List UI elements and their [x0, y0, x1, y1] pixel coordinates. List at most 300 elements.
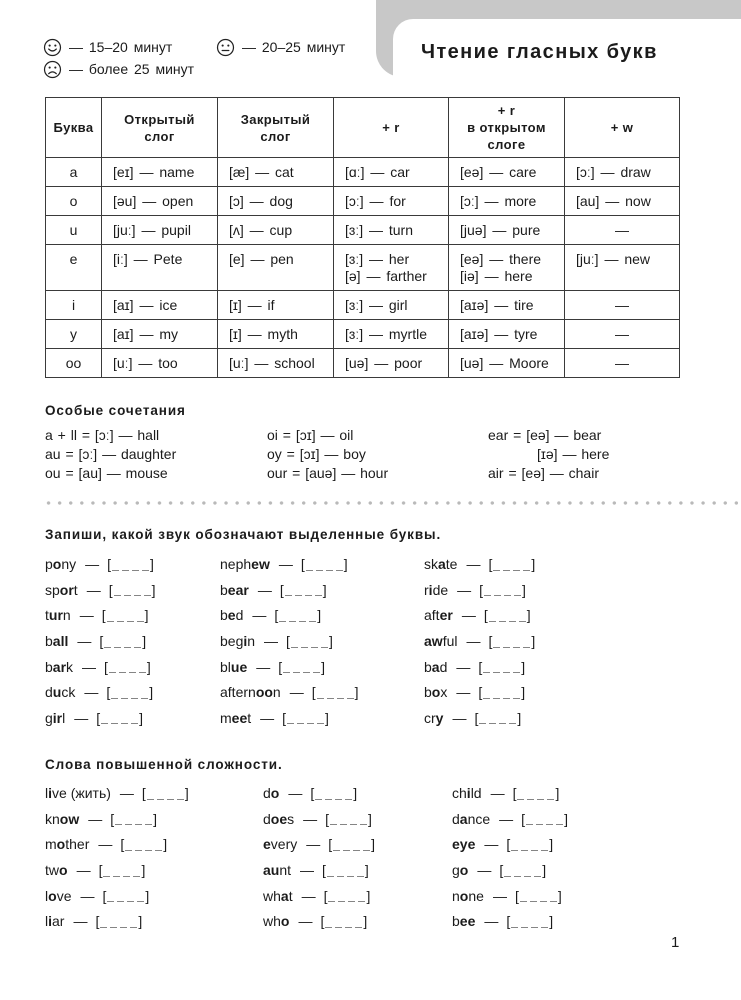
highlighted-letters: ear [227, 581, 249, 598]
bracket-open: [ [521, 810, 526, 827]
exercise-item [45, 884, 189, 910]
table-cell: [aɪə] — tyre [449, 320, 565, 349]
bracket-open: [ [483, 607, 488, 624]
exercise-column [263, 781, 375, 935]
bracket-close: ] [557, 887, 562, 904]
word-text: b [45, 632, 53, 649]
answer-blank[interactable] [96, 710, 143, 726]
answer-blank[interactable] [478, 659, 525, 675]
dash-separator: — [82, 658, 97, 675]
word-text: ch [452, 785, 467, 801]
answer-blank[interactable] [278, 659, 325, 675]
dash-separator: — [79, 607, 94, 624]
word-text: ne [468, 887, 484, 904]
table-cell: [ʌ] — cup [218, 216, 334, 245]
table-cell: [juː] — pupil [102, 216, 218, 245]
bracket-close: ] [322, 581, 327, 598]
table-row [46, 320, 680, 349]
answer-line[interactable] [483, 664, 520, 674]
bracket-open: [ [514, 887, 519, 904]
table-cell: [uə] — Moore [449, 349, 565, 378]
word-text: aft [424, 607, 440, 624]
dash-separator: — [484, 836, 499, 853]
table-cell: [ɔ] — dog [218, 187, 334, 216]
answer-line[interactable] [107, 893, 144, 903]
bracket-close: ] [555, 785, 560, 801]
exercise-item [424, 655, 535, 681]
answer-line[interactable] [285, 587, 322, 597]
highlighted-letters: eye [452, 836, 476, 853]
answer-blank[interactable] [322, 862, 369, 878]
table-row [46, 245, 680, 291]
dash-separator: — [98, 836, 113, 853]
bracket-close: ] [141, 861, 146, 878]
bracket-close: ] [142, 632, 147, 649]
exercise-item [424, 603, 535, 629]
table-cell: [ɔː] — for [334, 187, 449, 216]
table-letter-cell: i [46, 291, 102, 320]
word-text: aftern [220, 684, 256, 701]
bracket-open: [ [320, 913, 325, 930]
bracket-open: [ [512, 785, 517, 801]
dash-separator: — [86, 581, 101, 598]
exercise-item [220, 552, 359, 578]
dash-separator: — [484, 913, 499, 930]
answer-line[interactable] [333, 841, 370, 851]
table-row [46, 349, 680, 378]
exercise-item [424, 578, 535, 604]
table-row [46, 158, 680, 187]
answer-blank[interactable] [328, 836, 375, 852]
highlighted-letters: i [48, 785, 53, 801]
table-letter-cell: o [46, 187, 102, 216]
bracket-open: [ [282, 709, 287, 726]
legend-item-medium [216, 37, 345, 57]
answer-blank[interactable] [99, 862, 146, 878]
dash-separator: — [260, 709, 275, 726]
legend-text: — более 25 минут [69, 61, 195, 77]
answer-blank[interactable] [521, 811, 568, 827]
answer-blank[interactable] [312, 684, 359, 700]
word-text: b [452, 913, 460, 930]
table-cell: — [565, 320, 680, 349]
exercise-item [263, 858, 375, 884]
word-text: k [66, 658, 74, 675]
answer-blank[interactable] [310, 785, 357, 801]
bracket-close: ] [549, 836, 554, 853]
bracket-open: [ [506, 913, 511, 930]
answer-blank[interactable] [474, 710, 521, 726]
word-text: de [432, 581, 449, 598]
legend-item-slow [43, 59, 194, 79]
answer-line[interactable] [109, 664, 146, 674]
bracket-close: ] [151, 581, 156, 598]
word-text: ther [65, 836, 90, 853]
word-text: beg [220, 632, 244, 649]
word-text: b [45, 658, 53, 675]
exercise-item [45, 781, 189, 807]
table-cell: — [565, 291, 680, 320]
answer-blank[interactable] [280, 582, 327, 598]
highlighted-letters: a [438, 556, 446, 572]
word-text: n [62, 607, 71, 624]
table-row [46, 291, 680, 320]
table-cell: [aɪ] — my [102, 320, 218, 349]
table-cell: [ɔː] — more [449, 187, 565, 216]
answer-blank[interactable] [274, 607, 321, 623]
answer-line[interactable] [114, 587, 151, 597]
dash-separator: — [85, 556, 100, 572]
word-text: x [440, 684, 448, 701]
highlighted-letters: ew [251, 556, 270, 572]
table-cell: [ɜː] — myrtle [334, 320, 449, 349]
word-text: m [45, 836, 57, 853]
word-text: d [45, 684, 53, 701]
exercise-item [45, 655, 155, 681]
highlighted-letters: i [48, 913, 53, 930]
answer-blank[interactable] [484, 607, 531, 623]
word-text: l [45, 887, 49, 904]
answer-line[interactable] [291, 638, 328, 648]
exercise-item [263, 832, 375, 858]
table-cell: [aɪə] — tire [449, 291, 565, 320]
answer-line[interactable] [493, 561, 530, 571]
highlighted-letters: i [466, 785, 471, 801]
answer-line[interactable] [100, 918, 137, 928]
highlighted-letters: a [280, 887, 289, 904]
answer-blank[interactable] [488, 556, 535, 572]
table-cell: [eə] — care [449, 158, 565, 187]
word-text: n [247, 632, 256, 649]
dash-separator: — [306, 836, 321, 853]
highlighted-letters: o [459, 887, 469, 904]
page-number: 1 [671, 934, 680, 951]
answer-line[interactable] [103, 867, 140, 877]
answer-line[interactable] [125, 841, 162, 851]
answer-blank[interactable] [301, 556, 348, 572]
answer-blank[interactable] [102, 888, 149, 904]
answer-blank[interactable] [515, 888, 562, 904]
answer-line[interactable] [479, 715, 516, 725]
answer-blank[interactable] [142, 785, 189, 801]
highlighted-letters: ur [48, 607, 63, 624]
answer-blank[interactable] [479, 582, 526, 598]
answer-line[interactable] [327, 867, 364, 877]
word-text: t [247, 709, 252, 726]
word-text: wh [263, 913, 281, 930]
dash-separator: — [298, 913, 313, 930]
word-text: d [263, 785, 271, 801]
answer-line[interactable] [104, 638, 141, 648]
answer-blank[interactable] [107, 556, 154, 572]
answer-line[interactable] [483, 689, 520, 699]
highlighted-letters: ar [52, 658, 67, 675]
word-text: nce [467, 810, 491, 827]
combo-line: ou = [au] — mouse [45, 465, 168, 481]
combo-line: oy = [ɔɪ] — boy [267, 446, 366, 462]
dash-separator: — [289, 684, 304, 701]
bracket-close: ] [321, 658, 326, 675]
table-row [46, 216, 680, 245]
answer-line[interactable] [111, 689, 148, 699]
bracket-close: ] [531, 556, 536, 572]
smiling-face-icon [43, 38, 62, 57]
legend-text: — 20–25 минут [242, 39, 346, 55]
table-cell: [æ] — cat [218, 158, 334, 187]
table-header-row [46, 98, 680, 158]
combo-line: air = [eə] — chair [488, 465, 599, 481]
answer-line[interactable] [526, 816, 563, 826]
highlighted-letters: ee [459, 913, 476, 930]
highlighted-letters: ir [52, 709, 63, 726]
combo-column [267, 426, 388, 483]
word-text: b [424, 658, 432, 675]
answer-line[interactable] [315, 790, 352, 800]
bracket-open: [ [286, 632, 290, 649]
exercise-item [452, 884, 568, 910]
word-text: cr [424, 709, 436, 726]
table-body [46, 158, 680, 378]
answer-line[interactable] [504, 867, 541, 877]
answer-blank[interactable] [506, 913, 553, 929]
exercise-item [452, 858, 568, 884]
table-header-cell: + w [565, 98, 680, 158]
answer-line[interactable] [511, 918, 548, 928]
bracket-open: [ [323, 887, 328, 904]
bracket-close: ] [144, 607, 149, 624]
bracket-close: ] [146, 658, 151, 675]
bracket-open: [ [328, 836, 333, 853]
table-cell: [uː] — too [102, 349, 218, 378]
word-text: ld [470, 785, 482, 801]
exercise-item [45, 552, 155, 578]
answer-line[interactable] [112, 561, 149, 571]
answer-blank[interactable] [104, 659, 151, 675]
highlighted-letters: o [459, 861, 469, 878]
exercise-item [45, 629, 155, 655]
answer-blank[interactable] [324, 888, 371, 904]
answer-blank[interactable] [120, 836, 167, 852]
answer-line[interactable] [517, 790, 554, 800]
highlighted-letters: e [263, 836, 271, 853]
exercise-item [45, 706, 155, 732]
word-text: g [45, 709, 53, 726]
sad-face-icon [43, 60, 62, 79]
dash-separator: — [466, 556, 481, 572]
bracket-open: [ [300, 556, 305, 572]
special-combinations-heading: Особые сочетания [45, 403, 186, 418]
table-row [46, 187, 680, 216]
dash-separator: — [278, 556, 293, 572]
answer-line[interactable] [330, 816, 367, 826]
bracket-open: [ [474, 709, 479, 726]
answer-line[interactable] [484, 587, 521, 597]
bracket-open: [ [274, 607, 279, 624]
word-text: l [45, 785, 49, 801]
word-text: kn [45, 810, 60, 827]
answer-blank[interactable] [325, 811, 372, 827]
word-text: l [45, 913, 49, 930]
bracket-open: [ [110, 810, 115, 827]
answer-blank[interactable] [286, 633, 333, 649]
bracket-open: [ [478, 658, 483, 675]
dash-separator: — [303, 810, 318, 827]
exercise-item [263, 807, 375, 833]
answer-blank[interactable] [106, 684, 153, 700]
dash-separator: — [477, 861, 492, 878]
answer-line[interactable] [317, 689, 354, 699]
answer-line[interactable] [325, 918, 362, 928]
bracket-open: [ [141, 785, 146, 801]
word-text: sk [424, 556, 438, 572]
bracket-open: [ [102, 887, 107, 904]
bracket-close: ] [145, 887, 150, 904]
answer-line[interactable] [287, 715, 324, 725]
exercise-2-heading: Слова повышенной сложности. [45, 757, 283, 772]
combo-line: ear = [eə] — bear [488, 427, 602, 443]
answer-blank[interactable] [110, 811, 157, 827]
dash-separator: — [84, 684, 99, 701]
answer-line[interactable] [147, 790, 184, 800]
dash-separator: — [264, 632, 279, 649]
word-text: ck [61, 684, 76, 701]
bracket-close: ] [317, 607, 322, 624]
neutral-face-icon [216, 38, 235, 57]
highlighted-letters: a [431, 658, 440, 675]
exercise-item [45, 680, 155, 706]
bracket-close: ] [184, 785, 189, 801]
bracket-close: ] [363, 913, 368, 930]
answer-blank[interactable] [513, 785, 560, 801]
combo-line: a + ll = [ɔː] — hall [45, 427, 160, 443]
bracket-close: ] [522, 581, 526, 598]
answer-line[interactable] [520, 893, 557, 903]
table-cell: [iː] — Pete [102, 245, 218, 291]
dash-separator: — [300, 861, 315, 878]
bracket-close: ] [163, 836, 168, 853]
bracket-open: [ [499, 861, 504, 878]
exercise-item [45, 858, 189, 884]
highlighted-letters: aw [424, 632, 443, 649]
answer-line[interactable] [283, 664, 320, 674]
word-text: m [220, 709, 232, 726]
answer-blank[interactable] [99, 633, 146, 649]
table-header-cell: Открытый слог [102, 98, 218, 158]
exercise-column [452, 781, 568, 935]
bracket-open: [ [95, 913, 100, 930]
bracket-close: ] [526, 607, 531, 624]
answer-line[interactable] [511, 841, 548, 851]
dash-separator: — [73, 913, 88, 930]
table-header-cell: Закрытый слог [218, 98, 334, 158]
combo-line: au = [ɔː] — daughter [45, 446, 177, 462]
word-text: ful [442, 632, 458, 649]
answer-blank[interactable] [320, 913, 367, 929]
dash-separator: — [257, 581, 272, 598]
word-text: n [452, 887, 460, 904]
dash-separator: — [492, 887, 507, 904]
answer-blank[interactable] [488, 633, 535, 649]
answer-blank[interactable] [109, 582, 156, 598]
word-text: n [272, 684, 281, 701]
bracket-close: ] [521, 658, 526, 675]
bracket-open: [ [120, 836, 125, 853]
exercise-item [220, 655, 359, 681]
word-text: d [452, 810, 460, 827]
exercise-column [424, 552, 535, 731]
table-cell: [juː] — new [565, 245, 680, 291]
bracket-open: [ [479, 581, 484, 598]
answer-blank[interactable] [478, 684, 525, 700]
answer-blank[interactable] [282, 710, 329, 726]
answer-line[interactable] [101, 715, 138, 725]
dash-separator: — [461, 607, 476, 624]
bracket-close: ] [368, 810, 372, 827]
dash-separator: — [88, 810, 103, 827]
table-letter-cell: oo [46, 349, 102, 378]
bracket-close: ] [517, 709, 522, 726]
bracket-open: [ [99, 632, 104, 649]
bracket-close: ] [354, 684, 359, 701]
table-cell: — [565, 216, 680, 245]
exercise-item [452, 832, 568, 858]
answer-blank[interactable] [506, 836, 553, 852]
answer-blank[interactable] [95, 913, 142, 929]
answer-line[interactable] [107, 612, 144, 622]
exercise-item [452, 807, 568, 833]
answer-line[interactable] [328, 893, 365, 903]
highlighted-letters: i [428, 581, 433, 598]
bracket-open: [ [107, 556, 112, 572]
bracket-open: [ [96, 709, 101, 726]
bracket-open: [ [488, 556, 493, 572]
dash-separator: — [252, 607, 267, 624]
table-cell: [eə] — there [iə] — here [449, 245, 565, 291]
answer-line[interactable] [489, 612, 526, 622]
word-text: sp [45, 581, 60, 598]
bracket-open: [ [104, 658, 108, 675]
table-cell: [ɪ] — if [218, 291, 334, 320]
table-header-cell: Буква [46, 98, 102, 158]
table-cell: [e] — pen [218, 245, 334, 291]
answer-blank[interactable] [499, 862, 546, 878]
highlighted-letters: o [270, 785, 280, 801]
highlighted-letters: or [59, 581, 74, 598]
answer-line[interactable] [279, 612, 316, 622]
dash-separator: — [456, 684, 471, 701]
bracket-open: [ [322, 861, 326, 878]
highlighted-letters: ee [231, 709, 248, 726]
table-cell: [ɔː] — draw [565, 158, 680, 187]
bracket-open: [ [98, 861, 103, 878]
answer-line[interactable] [306, 561, 343, 571]
highlighted-letters: o [431, 684, 441, 701]
combo-column [488, 426, 609, 483]
word-text: b [424, 684, 432, 701]
exercise-column [45, 552, 155, 731]
bracket-close: ] [549, 913, 554, 930]
exercise-item [263, 884, 375, 910]
dash-separator: — [499, 810, 514, 827]
table-cell: [aɪ] — ice [102, 291, 218, 320]
answer-line[interactable] [115, 816, 152, 826]
answer-blank[interactable] [102, 607, 149, 623]
bracket-open: [ [278, 658, 283, 675]
legend-item-fast [43, 37, 172, 57]
word-text: t [73, 581, 78, 598]
exercise-column [45, 781, 189, 935]
answer-line[interactable] [493, 638, 530, 648]
